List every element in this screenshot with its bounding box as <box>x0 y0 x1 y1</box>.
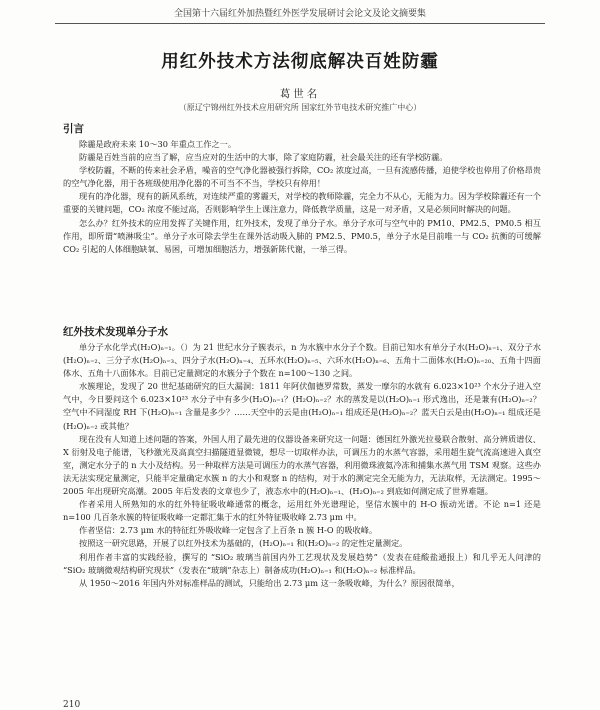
paragraph: 作者采用人所熟知的水的红外特征吸收峰通常的概念，运用红外光谱理论，坚信水簇中的 H-O 振动光谱。不论 n=1 还是 n=100 几百条水簇的特征吸收峰一定都汇集于水的红外特征吸收峰 2.73 μm 中。 <box>63 499 541 523</box>
paragraph: 作者坚信：2.73 μm 水的特征红外吸收峰一定包含了上百条 n 簇 H-O 的吸收峰。 <box>79 525 378 536</box>
paragraph: 单分子水化学式(H₂O)ₙ₌₁。（）为 21 世纪水分子簇表示，n 为水簇中水分子个数。目前已知水有单分子水(H₂O)ₙ₌₁、双分子水(H₂O)ₙ₌₂、三分子水(H₂O)ₙ₌₃、四分子水(H₂O)ₙ₌₄、五环水(H₂O)ₙ₌₅、六环水(H₂O)ₙ₌₆、五角十二面体水(H₂O)ₙ₌₂₀、五角十四面体水、五角十八面体水。目前已定量测定的水簇分子个数在 n=100～130 之间。 <box>63 342 541 379</box>
paragraph: 从 1950～2016 年国内外对标准样品的测试，只能给出 2.73 μm 这一条吸收峰，为什么？原因很简单， <box>79 577 460 588</box>
page-number: 210 <box>63 700 81 710</box>
author-name: 葛世名 <box>279 88 321 100</box>
paragraph: 学校防霾，不断的传来社会矛盾，噪音的空气净化器被强行拆除，CO₂ 浓度过高，一旦有流感传播，迫使学校也停用了价格昂贵的空气净化器，用于各班级使用净化器的不可当不不当，学校只有停用！ <box>63 165 541 189</box>
paper-title: 用红外技术方法彻底解决百姓防霾 <box>161 52 439 72</box>
paragraph: 按照这一研究思路，开展了以红外技术为基础的，(H₂O)ₙ₌₁ 和(H₂O)ₙ₌₂ 的定性定量测定。 <box>79 538 408 549</box>
author-affiliation: （原辽宁锦州红外技术应用研究所 国家红外节电技术研究推广中心） <box>178 103 422 112</box>
section-introduction-body <box>63 138 541 256</box>
section-heading-discovery: 红外技术发现单分子水 <box>63 326 168 338</box>
paragraph: 怎么办？红外技术的应用发挥了关键作用，红外技术，发现了单分子水。单分子水可与空气中的 PM10、PM2.5、PM0.5 相互作用，即所谓“喷淋吸尘”。单分子水可除去学生在课外活动吸入肺的 PM2.5、PM0.5，单分子水是目前唯一与 CO₂ 抗衡的可缓解 CO₂ 引起的人体细胞缺氧、易困，可增加细胞活力，增强新陈代谢，一举三得。 <box>63 217 541 254</box>
section-heading-introduction: 引言 <box>63 123 84 135</box>
paragraph: 防霾是百姓当前的应当了解，应当应对的生活中的大事，除了家庭防霾，社会最关注的还有学校防霾。 <box>79 152 448 163</box>
paragraph: 水簇理论，发现了 20 世纪基础研究的巨大漏洞：1811 年阿伏伽德罗常数，蒸发一摩尔的水就有 6.023×10²³ 个水分子进入空气中，今日要问这个 6.023×10²³ 水分子中有多少(H₂O)ₙ₌₁？(H₂O)ₙ₌₂？水的蒸发是以(H₂O)ₙ₌₁ 形式逸出，还是兼有(H₂O)ₙ₌₂？空气中不同湿度 RH 下(H₂O)ₙ₌₁ 含量是多少？……天空中的云是由(H₂O)ₙ₌₁ 组成还是(H₂O)ₙ₌₂？蓝天白云是由(H₂O)ₙ₌₁ 组成还是(H₂O)ₙ₌₂ 或其他？ <box>63 381 541 431</box>
paragraph: 利用作者丰富的实践经验，撰写的 “SiO₂ 玻璃当前国内外工艺现状及发展趋势”（发表在硅酸盐通报上）和几乎无人问津的 “SiO₂ 玻璃微观结构研究现状”（发表在“玻璃”杂志上）制备成功(H₂O)ₙ₌₁ 和(H₂O)ₙ₌₂ 标准样品。 <box>63 551 541 575</box>
section-discovery-body <box>63 341 541 590</box>
running-header: 全国第十六届红外加热暨红外医学发展研讨会论文及论文摘要集 <box>55 6 545 24</box>
paragraph: 除霾是政府未来 10～30 年重点工作之一。 <box>79 139 237 149</box>
paragraph: 现有的净化器，现有的新风系统，对连续严重的雾霾天，对学校的教师除霾，完全力不从心，无能为力。因为学校除霾还有一个重要的关键问题，CO₂ 浓度不能过高，否则影响学生上课注意力，降低教学质量，这是一对矛盾，又是必须同时解决的问题。 <box>63 191 541 215</box>
paragraph: 现在没有人知道上述问题的答案，外国人用了最先进的仪器设备来研究这一问题：德国红外激光拉曼联合散射、高分辨质谱仪、X 衍射及电子能谱，飞秒激光及高真空扫描隧道显微镜，想尽一切取样办法，可调压力的水蒸气容器，采用超生旋气流高速进入真空室，测定水分子的 n 大小及结构。另一种取样方法是可调压力的水蒸气容器，利用微珠液氦冷冻和捕集水蒸气用 TSM 观察。这些办法无法实现定量测定，只能半定量确定水簇 n 的大小和观察 n 的结构，对于水的测定完全无能为力，无法取样，无法测定。1995～2005 年出现研究高潮。2005 年后发表的文章也少了，液态水中的(H₂O)ₙ₌₁、(H₂O)ₙ₌₂ 到底如何测定成了世界难题。 <box>63 433 541 497</box>
